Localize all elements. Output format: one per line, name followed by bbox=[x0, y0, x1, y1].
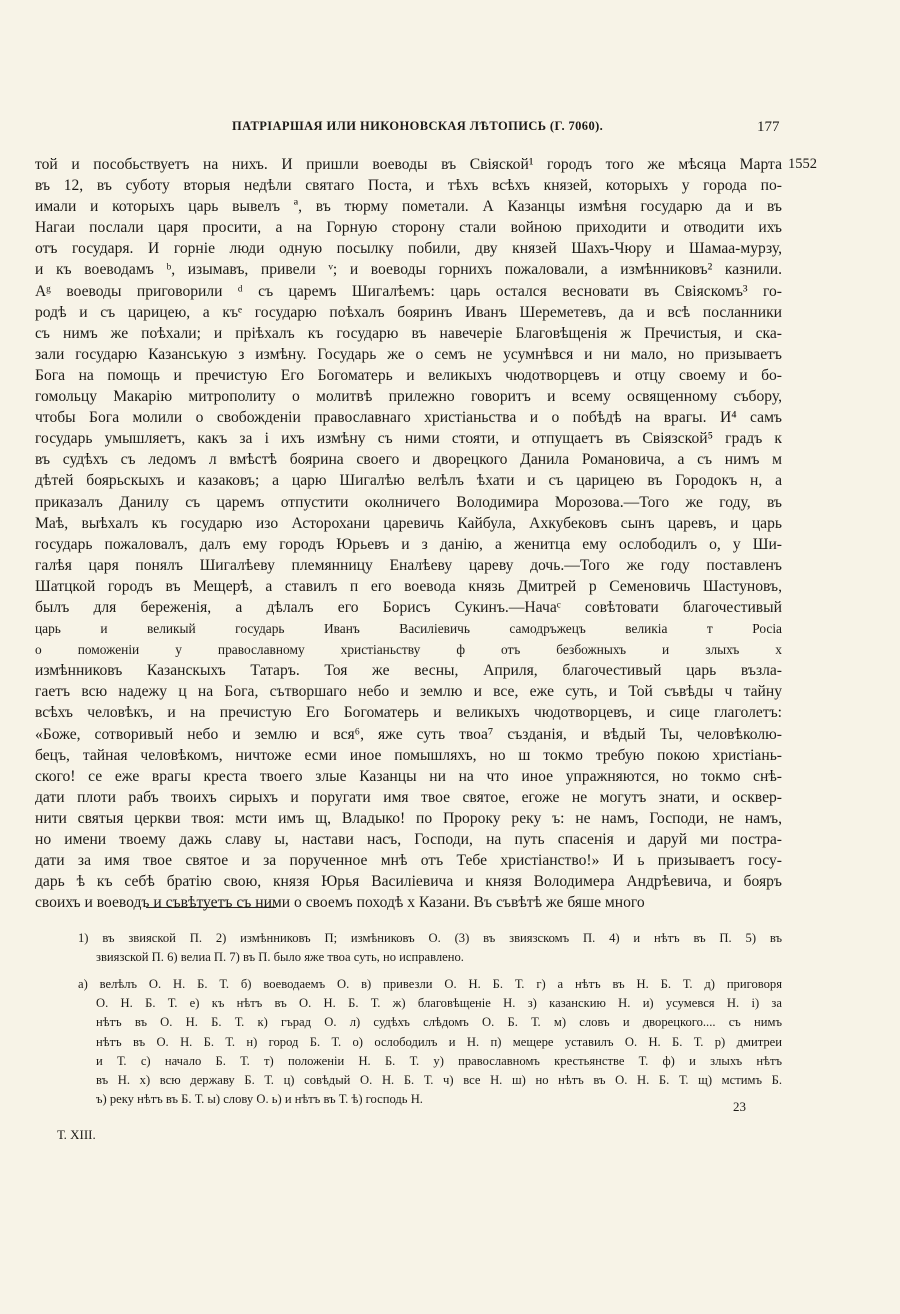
text-line: зали государю Казанськую з измѣну. Государь же о семъ не усумнѣвся и ни мало, но призываетъ bbox=[35, 345, 782, 363]
text-line: галѣя царя понялъ Шигалѣеву племянницу Еналѣеву цареву дочь.—Того же году поставленъ bbox=[35, 556, 782, 574]
text-line: дѣтей боярьскыхъ и казаковъ; а царю Шигалѣю велѣлъ ѣхати и съ царицею въ Городокъ н, а bbox=[35, 472, 782, 490]
text-line: въ 12, въ суботу вторыя недѣли святаго Поста, и тѣхъ всѣхъ князей, которыхъ у города по- bbox=[35, 177, 782, 195]
text-line: всѣхъ человѣкъ, и на пречистую Его Богоматерь и великыхъ чюдотворцевъ, и сице глаголетъ: bbox=[35, 704, 782, 722]
text-line: и къ воеводамъ ᵇ, изымавъ, привели ᵛ; и воеводы горнихъ пожаловали, а измѣнниковъ² казнили. bbox=[35, 261, 782, 279]
text-line: своихъ и воеводъ и съвѣтуетъ съ ними о своемъ походѣ х Казани. Въ съвѣтѣ же бяше много bbox=[35, 894, 645, 912]
text-line: имали и которыхъ царь вывелъ ª, въ тюрму пометали. А Казанцы измѣня государю да и въ bbox=[35, 198, 782, 216]
footnote-line: а) велѣлъ О. Н. Б. Т. б) воеводаемъ О. в) привезли О. Н. Б. Т. г) а нѣтъ въ Н. Б. Т. д) приговоря bbox=[78, 977, 782, 991]
text-line: той и пособьствуетъ на нихъ. И пришли воеводы въ Свіяской¹ городъ того же мѣсяца Марта bbox=[35, 156, 782, 173]
text-line: измѣнниковъ Казанскыхъ Татаръ. Тоя же весны, Априля, благочестивый царь възла- bbox=[35, 662, 782, 680]
volume-signature: Т. XIII. bbox=[57, 1127, 96, 1142]
text-line: гомольцу Макарію митрополиту о молитвѣ прилежно говоритъ и всему освященному събору, bbox=[35, 388, 782, 406]
text-line: о поможеніи у православному христіаньству ф отъ безбожныхъ и злыхъ х bbox=[35, 642, 782, 658]
footnote-line: нѣтъ въ О. Н. Б. Т. к) гърад О. л) судѣхъ слѣдомъ О. Б. Т. м) словъ и дворецкого.... съ нимъ bbox=[96, 1015, 782, 1030]
text-line: былъ для береженія, а дѣлалъ его Борисъ Сукинъ.—Начаᶜ совѣтовати благочестивый bbox=[35, 598, 782, 616]
text-line: царь и великый государь Иванъ Василіевичь самодръжецъ великіа т Росіа bbox=[35, 621, 782, 637]
numbered-footnotes bbox=[78, 929, 782, 967]
footnote-line: О. Н. Б. Т. е) къ нѣтъ въ О. Н. Б. Т. ж) благовѣщеніе Н. з) казанскию Н. и) усумевся Н. і) за bbox=[96, 996, 782, 1011]
text-line: Бога на помощь и пречистую Его Богоматерь и великыхъ чюдотворцевъ и отцу своему и бо- bbox=[35, 366, 782, 384]
text-line: «Боже, сотворивый небо и землю и вся⁶, яже суть твоа⁷ създанія, и вѣдый Ты, человѣколю- bbox=[35, 725, 782, 743]
text-line: въ судѣхъ съ ледомъ л вмѣстѣ бояринa своего и дворецкого Данила Романовича, а съ нимъ м bbox=[35, 451, 782, 469]
footnote-line: нѣтъ въ О. Н. Б. Т. н) город Б. Т. о) ослободилъ и Н. п) мещере уставилъ О. Н. Б. Т. р) дмитреи bbox=[96, 1034, 782, 1049]
chronicle-body-text bbox=[35, 154, 782, 913]
text-line: государь умышляетъ, какъ за і ихъ измѣну съ ними стояти, и отпущаетъ въ Свіязской⁵ градъ к bbox=[35, 430, 782, 448]
text-line: Нагаи послали царя просити, а на Горную сторону стали войною приходити и отводити ихъ bbox=[35, 219, 782, 237]
text-line: дати за имя твое святое и за порученное мнѣ отъ Тебе христіанство!» И ь призываетъ госу- bbox=[35, 852, 782, 870]
sheet-number: 23 bbox=[733, 1099, 746, 1114]
running-title: ПАТРІАРШАЯ ИЛИ НИКОНОВСКАЯ ЛѢТОПИСЬ (Г. 7060). bbox=[232, 119, 604, 133]
text-line: но имени твоему дажь славу ы, настави насъ, Господи, на путь спасенія и даруй ми постра- bbox=[35, 831, 782, 848]
text-line: Аᵍ воеводы приговорили ᵈ съ царемъ Шигалѣемъ: царь остался весновати въ Свіяскомъ³ го- bbox=[35, 282, 782, 300]
text-line: отъ государя. И горніе люди одную посылку побили, дву князей Шахъ-Чюру и Шамаа-мурзу, bbox=[35, 240, 782, 258]
text-line: съ нимъ же поѣхали; и пріѣхалъ къ государю въ навечеріе Благовѣщенія ж Пречистыя, и ска- bbox=[35, 324, 782, 342]
text-line: нити святыя церкви твоя: мсти имъ щ, Владыко! по Пророку реку ъ: не намъ, Господи, не намъ, bbox=[35, 809, 782, 827]
text-line: приказалъ Данилу съ царемъ отпустити околничего Володимира Морозова.—Того же году, въ bbox=[35, 493, 782, 511]
text-line: гаетъ всю надежу ц на Бога, сътворшаго небо и землю и все, еже суть, и Той съвѣды ч тайну bbox=[35, 683, 782, 701]
text-line: Маѣ, выѣхалъ къ государю изо Асторохани царевичь Кайбула, Ахкубековъ сынъ царевъ, и царь bbox=[35, 514, 782, 532]
footnote-line: ъ) реку нѣтъ въ Б. Т. ы) слову О. ь) и нѣтъ въ Т. ѣ) господь Н. bbox=[96, 1092, 423, 1107]
footnote-divider bbox=[146, 907, 276, 908]
text-line: ского! се еже врагы креста твоего злые Казанцы ни на что иное упражняются, но токмо снѣ- bbox=[35, 767, 782, 785]
text-line: чтобы Бога молили о свобожденіи православнаго христіаньства и о побѣдѣ на врагы. И⁴ самъ bbox=[35, 409, 782, 427]
margin-year: 1552 bbox=[788, 156, 817, 172]
text-line: дати плоти рабъ твоихъ сирыхъ и поругати имя твое святое, егоже не могутъ знати, и осквер- bbox=[35, 788, 782, 806]
text-line: государь пожаловалъ, далъ ему городъ Юрьевъ и з данію, а женитца ему ослободилъ о, у Ши- bbox=[35, 535, 782, 553]
text-line: дарь ѣ къ себѣ братію свою, князя Юрья Василіевича и князя Володимера Андрѣевича, и бояръ bbox=[35, 873, 782, 891]
text-line: Шатцкой городъ въ Мещерѣ, а ставилъ п его воевода князь Дмитрей р Семеновичь Шастуновъ, bbox=[35, 577, 782, 595]
text-line: бецъ, тайная человѣкомъ, ничтоже есми иное помышляхъ, но ш токмо требую покою христіань- bbox=[35, 746, 782, 764]
footnote-line: звиязской П. 6) велиа П. 7) въ П. было яже твоа суть, но исправлено. bbox=[96, 950, 464, 965]
page-number: 177 bbox=[757, 119, 780, 135]
footnote-line: въ Н. х) всю державу Б. Т. ц) совѣдый О. Н. Б. Т. ч) все Н. ш) но нѣтъ въ О. Н. Б. Т. щ) мстимъ Б. bbox=[96, 1072, 782, 1087]
footnote-line: 1) въ звияской П. 2) измѣнниковъ П; измѣниковъ О. (3) въ звиязскомъ П. 4) и нѣтъ въ П. 5) въ bbox=[78, 931, 782, 945]
lettered-footnotes bbox=[78, 975, 782, 1109]
text-line: родѣ и съ царицею, а къᵉ государю поѣхалъ бояринъ Иванъ Шереметевъ, да и всѣ посланники bbox=[35, 303, 782, 321]
footnote-line: и Т. с) начало Б. Т. т) положеніи Н. Б. Т. у) православномъ крестьянстве Т. ф) и злыхъ нѣтъ bbox=[96, 1053, 782, 1068]
